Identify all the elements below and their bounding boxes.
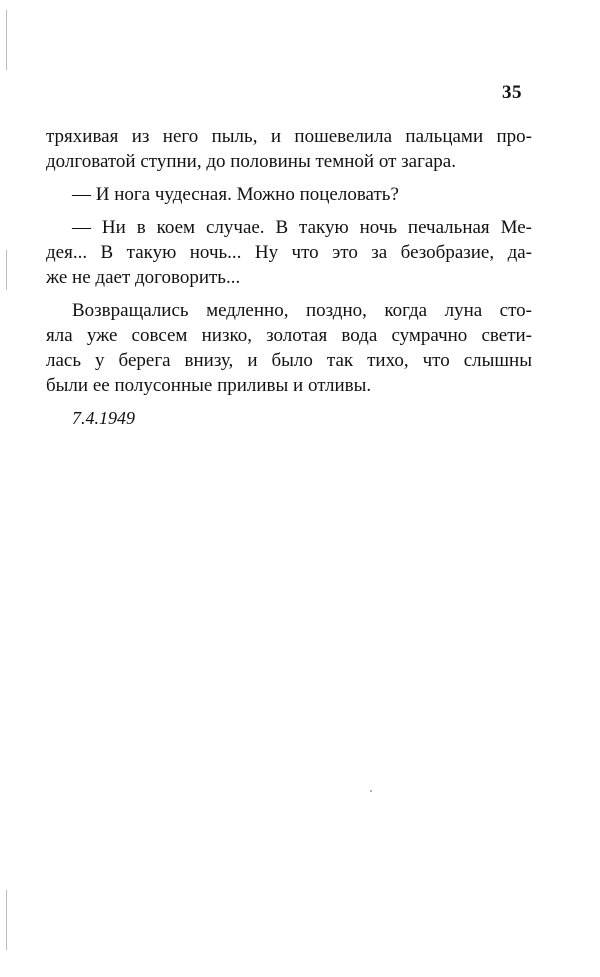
paragraph-4 (46, 298, 532, 398)
scan-speck (370, 790, 372, 792)
text-line: тряхивая из него пыль, и пошевелила пальцами про- (46, 126, 532, 147)
scan-edge-mark (6, 10, 7, 70)
scan-edge-mark (6, 890, 7, 950)
text-line: долговатой ступни, до половины темной от загара. (46, 151, 456, 172)
text-line: были ее полусонные приливы и отливы. (46, 375, 372, 396)
text-line: яла уже совсем низко, золотая вода сумрачно свети- (46, 325, 532, 346)
text-line: же не дает договорить... (46, 267, 241, 288)
paragraph-1 (46, 124, 532, 174)
page-number: 35 (502, 82, 522, 103)
story-date: 7.4.1949 (72, 408, 135, 428)
paragraph-3 (46, 215, 532, 290)
text-line: дея... В такую ночь... Ну что это за безобразие, да- (46, 242, 532, 263)
text-line: — Ни в коем случае. В такую ночь печальная Ме- (72, 217, 532, 238)
text-line: — И нога чудесная. Можно поцеловать? (72, 184, 399, 205)
scan-edge-mark (6, 250, 7, 290)
text-line: лась у берега внизу, и было так тихо, что слышны (46, 350, 532, 371)
body-text (46, 124, 532, 431)
paragraph-2 (46, 182, 532, 207)
text-line: Возвращались медленно, поздно, когда луна сто- (72, 300, 532, 321)
